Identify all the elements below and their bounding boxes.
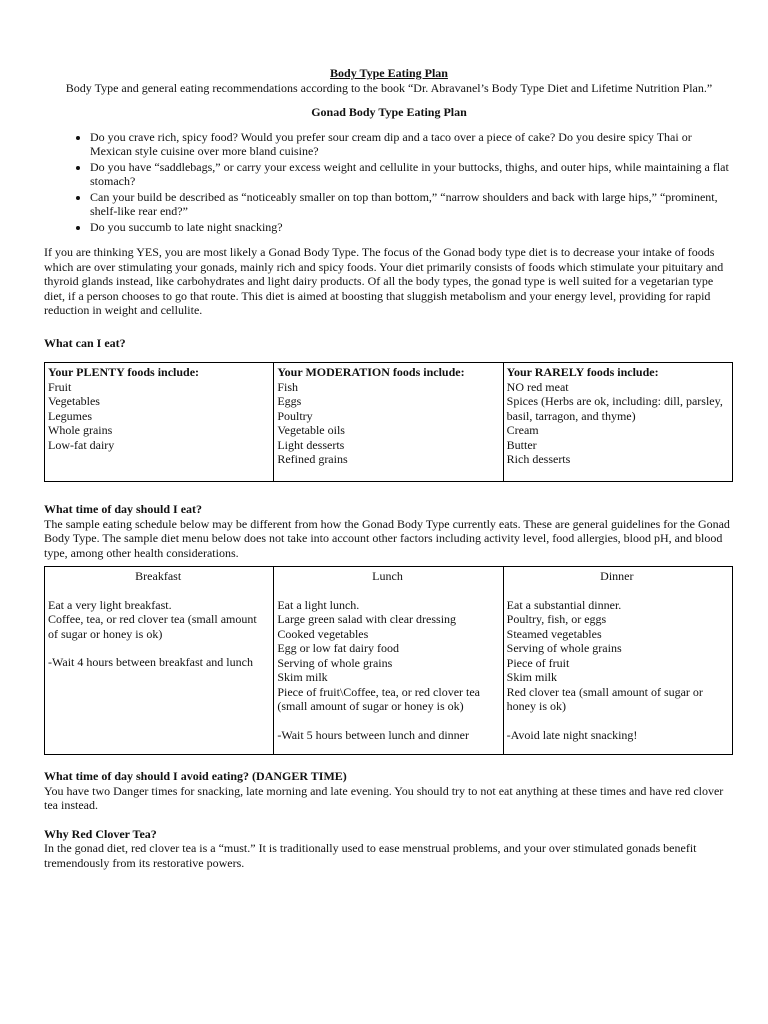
list-item: • Do you have “saddlebags,” or carry your excess weight and cellulite in your buttocks, thighs, and outer hips, while maintaining a flat stomach? [90, 160, 734, 189]
food-item: Vegetables [48, 394, 100, 408]
spacer [507, 714, 727, 728]
meal-item: Serving of whole grains [277, 655, 393, 670]
rarely-header: Your RARELY foods include: [506, 365, 659, 379]
avoid-heading: What time of day should I avoid eating? (DANGER TIME) [44, 769, 347, 783]
food-item: Low-fat dairy [48, 437, 115, 452]
food-item: Light desserts [277, 437, 345, 452]
meal-note: -Wait 5 hours between lunch and dinner [277, 727, 469, 742]
meal-item: Eat a light lunch. [277, 597, 360, 612]
document-title: Body Type Eating Plan [330, 66, 448, 80]
eat-heading: What can I eat? [44, 335, 126, 350]
meal-item: Eat a substantial dinner. [506, 597, 622, 612]
list-item: • Do you succumb to late night snacking? [90, 220, 734, 235]
meals-table [44, 566, 733, 755]
document-page [44, 66, 734, 870]
food-item: Cream [506, 423, 539, 437]
moderation-cell [274, 363, 503, 482]
food-item: Rich desserts [506, 452, 571, 466]
meal-item: Eat a very light breakfast. [48, 597, 172, 612]
spacer [48, 641, 268, 655]
food-item: Fish [277, 379, 299, 394]
breakfast-header: Breakfast [135, 569, 182, 583]
food-item: Whole grains [48, 423, 113, 437]
food-item: Refined grains [277, 452, 348, 466]
meal-item: Poultry, fish, or eggs [506, 612, 607, 626]
time-paragraph: The sample eating schedule below may be different from how the Gonad Body Type currently eats. These are general guidelines for the Gonad Body Type. The sample diet menu below does not take into account other factors including activity level, food allergies, blood pH, and blood type, among other health considerations. [44, 516, 730, 560]
tea-heading: Why Red Clover Tea? [44, 826, 157, 841]
meal-item: Steamed vegetables [506, 626, 602, 641]
meal-note: -Avoid late night snacking! [506, 727, 638, 742]
table-row [45, 363, 733, 482]
spacer [277, 714, 497, 728]
food-item: Legumes [48, 408, 92, 423]
food-item: Eggs [277, 394, 302, 408]
plenty-header: Your PLENTY foods include: [48, 365, 200, 379]
moderation-header: Your MODERATION foods include: [277, 365, 465, 379]
meal-note: -Wait 4 hours between breakfast and lunch [48, 655, 253, 669]
food-item: Vegetable oils [277, 423, 345, 437]
rarely-cell [503, 363, 732, 482]
breakfast-cell [45, 567, 274, 755]
meal-item: Egg or low fat dairy food [277, 641, 399, 655]
food-item: Poultry [277, 408, 313, 423]
time-heading: What time of day should I eat? [44, 502, 203, 516]
table-row [45, 567, 733, 755]
foods-table [44, 362, 733, 482]
question-list [44, 130, 734, 235]
meal-item: Red clover tea (small amount of sugar or honey is ok) [506, 684, 703, 713]
plenty-cell [45, 363, 274, 482]
dinner-header: Dinner [600, 569, 634, 583]
meal-item: Serving of whole grains [506, 641, 622, 655]
intro-paragraph: If you are thinking YES, you are most likely a Gonad Body Type. The focus of the Gonad body type diet is to decrease your intake of foods which are over stimulating your gonads, mainly rich and spicy foods. Your diet primarily consists of foods which stimulate your pituitary and thyroid glands instead, like carbohydrates and light dairy products. Of all the body types, the gonad type is well suited for a vegetarian type diet, if a person chooses to go that route. This diet is aimed at boosting that sluggish metabolism and your energy level, providing for rapid reduction in weight and cellulite. [44, 245, 724, 317]
food-item: Spices (Herbs are ok, including: dill, parsley, basil, tarragon, and thyme) [506, 394, 723, 423]
document-subtitle: Body Type and general eating recommendations according to the book “Dr. Abravanel’s Body Type Diet and Lifetime Nutrition Plan.” [65, 80, 713, 95]
meal-item: Skim milk [506, 670, 557, 684]
meal-item: Large green salad with clear dressing [277, 612, 457, 626]
food-item: NO red meat [506, 379, 569, 394]
food-item: Butter [506, 437, 537, 452]
list-item: • Do you crave rich, spicy food? Would you prefer sour cream dip and a taco over a piece of cake? Do you desire spicy Thai or Mexican style cuisine over more bland cuisine? [90, 130, 734, 159]
dinner-cell [503, 567, 732, 755]
avoid-paragraph: You have two Danger times for snacking, late morning and late evening. You should try to not eat anything at these times and have red clover tea instead. [44, 783, 724, 812]
meal-item: Cooked vegetables [277, 626, 369, 641]
meal-item: Piece of fruit [506, 655, 570, 670]
lunch-header: Lunch [372, 569, 403, 583]
meal-item: Piece of fruit\Coffee, tea, or red clover tea (small amount of sugar or honey is ok) [277, 684, 481, 713]
list-item: • Can your build be described as “noticeably smaller on top than bottom,” “narrow shoulders and back with large hips,” “prominent, shelf-like rear end?” [90, 190, 734, 219]
section-title: Gonad Body Type Eating Plan [311, 105, 467, 119]
tea-paragraph: In the gonad diet, red clover tea is a “must.” It is traditionally used to ease menstrual problems, and your over stimulated gonads benefit tremendously from its restorative powers. [44, 841, 697, 870]
lunch-cell [274, 567, 503, 755]
food-item: Fruit [48, 379, 72, 394]
meal-item: Skim milk [277, 670, 328, 684]
meal-item: Coffee, tea, or red clover tea (small amount of sugar or honey is ok) [48, 612, 257, 641]
